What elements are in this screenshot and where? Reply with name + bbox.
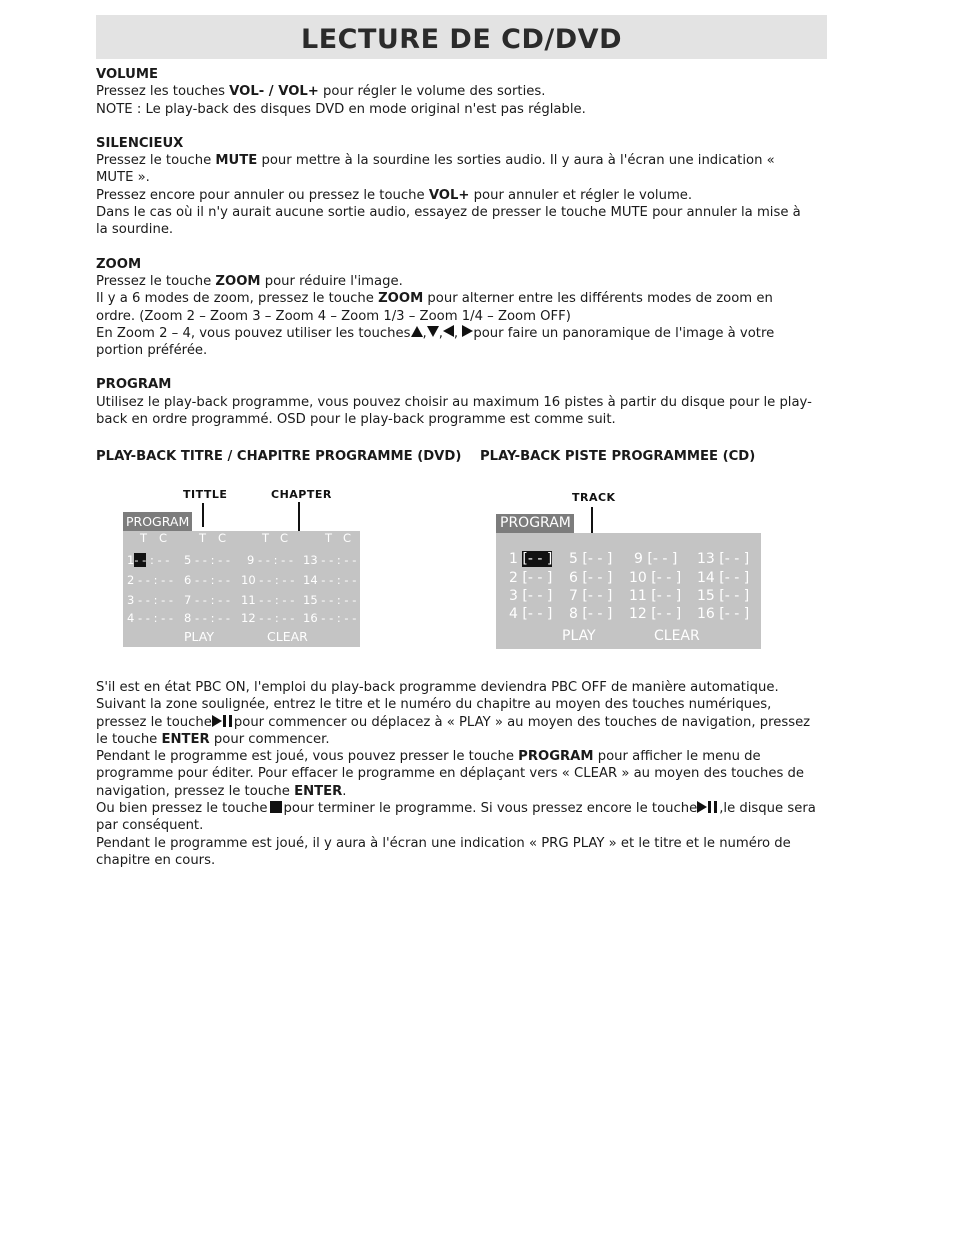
zoom-text-3 [96, 325, 816, 360]
dvd-osd-panel [123, 514, 360, 647]
section-zoom [96, 256, 816, 360]
program-slot[interactable]: 7 - - : - - [184, 593, 231, 607]
program-slot[interactable]: 10 - - : - - [241, 573, 295, 587]
program-slot[interactable]: 4 - - : - - [127, 611, 174, 625]
title-label: TITTLE [183, 488, 228, 501]
pause-icon [223, 715, 232, 727]
text: Pressez encore pour annuler ou pressez le touche [96, 187, 429, 203]
col-c: C [218, 531, 227, 545]
program-slot[interactable]: 3 - - : - - [127, 593, 174, 607]
chapter-label: CHAPTER [271, 488, 332, 501]
program-text-1: Utilisez le play-back programme, vous pouvez choisir au maximum 16 pistes à partir du disque pour le play-back en ordre programmé. OSD pour le play-back programme est comme suit. [96, 394, 812, 428]
text-bold: ENTER [161, 731, 210, 747]
program-heading: PROGRAM [96, 377, 172, 393]
clear-button[interactable]: CLEAR [267, 629, 308, 644]
col-c: C [159, 531, 168, 545]
zoom-heading: ZOOM [96, 256, 142, 272]
text: pour afficher le menu de programme pour éditer. Pour effacer le programme en déplaçant vers « CLEAR » au moyen des touches de navigation, pressez le touche [96, 749, 805, 799]
text: ,le disque sera par conséquent. [96, 801, 816, 834]
program-instructions [96, 679, 816, 869]
section-program [96, 376, 816, 428]
arrow-up-icon [411, 326, 423, 337]
text: En Zoom 2 – 4, vous pouvez utiliser les touches [96, 325, 411, 341]
program-slot[interactable]: 2 - - : - - [127, 573, 174, 587]
arrow-right-icon [462, 325, 473, 337]
play-icon [697, 801, 707, 813]
cd-osd-header: PROGRAM [496, 514, 574, 533]
col-t: T [199, 531, 207, 545]
program-slot[interactable]: 12 - - : - - [241, 611, 295, 625]
text: Suivant la zone soulignée, entrez le titre et le numéro du chapitre au moyen des touches numériques, pressez le touche [96, 697, 772, 730]
text-bold: PROGRAM [518, 749, 594, 765]
program-slot[interactable]: 6 [- - ] [569, 570, 613, 586]
instructions-p3 [96, 748, 816, 800]
text-bold: MUTE [215, 153, 258, 169]
selected-slot[interactable]: - - [134, 553, 147, 567]
program-slot[interactable]: 13 [- - ] [697, 551, 750, 567]
silencieux-text-3: Dans le cas où il n'y aurait aucune sortie audio, essayez de presser le touche MUTE pour annuler la mise à la sourdine. [96, 205, 801, 238]
cd-subheading: PLAY-BACK PISTE PROGRAMMEE (CD) [480, 449, 756, 464]
program-slot[interactable]: 8 - - : - - [184, 611, 231, 625]
arrow-down-icon [427, 326, 439, 337]
program-slot[interactable]: 12 [- - ] [629, 606, 682, 622]
program-slot[interactable]: 15 - - : - - [303, 593, 357, 607]
program-slot[interactable]: 6 - - : - - [184, 573, 231, 587]
program-slot[interactable]: 16 - - : - - [303, 611, 357, 625]
title-bar [96, 15, 827, 59]
volume-text-1 [96, 83, 816, 100]
page-title: LECTURE DE CD/DVD [300, 24, 622, 55]
arrow-left-icon [443, 325, 454, 337]
col-t: T [140, 531, 148, 545]
dvd-subheading: PLAY-BACK TITRE / CHAPITRE PROGRAMME (DVD) [96, 449, 462, 464]
program-slot[interactable]: 15 [- - ] [697, 588, 750, 604]
text: , [438, 325, 443, 341]
program-slot[interactable]: 16 [- - ] [697, 606, 750, 622]
text: pour réduire l'image. [260, 273, 403, 289]
dvd-osd-header: PROGRAM [123, 512, 192, 531]
col-t: T [325, 531, 333, 545]
section-volume [96, 66, 816, 118]
volume-heading: VOLUME [96, 67, 158, 82]
silencieux-text-2 [96, 187, 816, 204]
text-bold: ENTER [294, 783, 343, 799]
text: Pressez le touche [96, 153, 216, 169]
zoom-text-2 [96, 290, 816, 325]
text-bold: ZOOM [378, 291, 424, 307]
text: Pendant le programme est joué, vous pouvez presser le touche [96, 749, 519, 765]
program-slot[interactable]: 9 - - : - - [247, 553, 294, 567]
program-slot[interactable]: 13 - - : - - [303, 553, 357, 567]
slot-value: : - - [149, 553, 170, 567]
text-bold: VOL- / VOL+ [229, 84, 319, 100]
cd-osd-panel [496, 515, 761, 649]
program-slot[interactable]: 14 [- - ] [697, 570, 750, 586]
text: pour régler le volume des sorties. [318, 84, 546, 100]
text: pour faire un panoramique de l'image à votre portion préférée. [96, 325, 775, 359]
text: pour mettre à la sourdine les sorties audio. Il y aura à l'écran une indication « MUTE ». [96, 153, 775, 186]
text: Pressez les touches [96, 84, 230, 100]
program-slot[interactable]: 9 [- - ] [634, 551, 678, 567]
program-slot[interactable]: 3 [- - ] [509, 588, 553, 604]
text: Il y a 6 modes de zoom, pressez le touche [96, 291, 379, 307]
content [96, 66, 816, 445]
text: , [422, 325, 427, 341]
text-bold: VOL+ [428, 187, 470, 203]
program-slot[interactable]: 7 [- - ] [569, 588, 613, 604]
stop-icon [270, 801, 282, 813]
text: . [342, 783, 347, 799]
selected-slot[interactable]: [- - ] [522, 551, 553, 567]
text: pour alterner entre les différents modes de zoom en ordre. (Zoom 2 – Zoom 3 – Zoom 4 – Zoom 1/3 – Zoom 1/4 – Zoom OFF) [96, 291, 773, 324]
title-pointer [202, 503, 204, 527]
text: pour commencer. [209, 731, 330, 747]
slot-number: 1 [509, 551, 518, 567]
text: , [453, 325, 459, 341]
program-slot[interactable]: 14 - - : - - [303, 573, 357, 587]
text: pour commencer ou déplacez à « PLAY » au moyen des touches de navigation, pressez le touche [96, 714, 811, 747]
program-slot[interactable]: 5 - - : - - [184, 553, 231, 567]
track-label: TRACK [572, 491, 616, 504]
program-slot[interactable]: 4 [- - ] [509, 606, 553, 622]
col-c: C [343, 531, 352, 545]
program-slot[interactable]: 5 [- - ] [569, 551, 613, 567]
instructions-p2 [96, 696, 816, 748]
play-button[interactable]: PLAY [562, 628, 596, 644]
text: pour terminer le programme. Si vous pressez encore le touche [283, 801, 698, 817]
play-button[interactable]: PLAY [184, 629, 215, 644]
text: pour annuler et régler le volume. [469, 187, 693, 203]
program-slot[interactable]: 10 [- - ] [629, 570, 682, 586]
pause-icon [708, 801, 717, 813]
program-slot[interactable]: 2 [- - ] [509, 570, 553, 586]
program-slot[interactable] [509, 551, 552, 567]
instructions-p5: Pendant le programme est joué, il y aura à l'écran une indication « PRG PLAY » et le titre et le numéro de chapitre en cours. [96, 835, 791, 868]
col-t: T [262, 531, 270, 545]
col-c: C [280, 531, 289, 545]
program-slot[interactable]: 11 - - : - - [241, 593, 295, 607]
program-slot[interactable]: 8 [- - ] [569, 606, 613, 622]
text-bold: ZOOM [215, 273, 261, 289]
clear-button[interactable]: CLEAR [654, 628, 700, 644]
zoom-text-1 [96, 273, 816, 290]
text: Ou bien pressez le touche [96, 801, 268, 817]
text: Pressez le touche [96, 273, 216, 289]
program-slot[interactable] [127, 553, 169, 567]
section-silencieux [96, 135, 816, 239]
program-slot[interactable]: 11 [- - ] [629, 588, 682, 604]
instructions-p1: S'il est en état PBC ON, l'emploi du play-back programme deviendra PBC OFF de manière automatique. [96, 680, 779, 695]
silencieux-text-1 [96, 152, 816, 187]
play-icon [212, 715, 222, 727]
volume-note: NOTE : Le play-back des disques DVD en mode original n'est pas réglable. [96, 101, 586, 117]
slot-number: 1 [127, 553, 135, 567]
silencieux-heading: SILENCIEUX [96, 135, 184, 151]
instructions-p4 [96, 800, 816, 835]
